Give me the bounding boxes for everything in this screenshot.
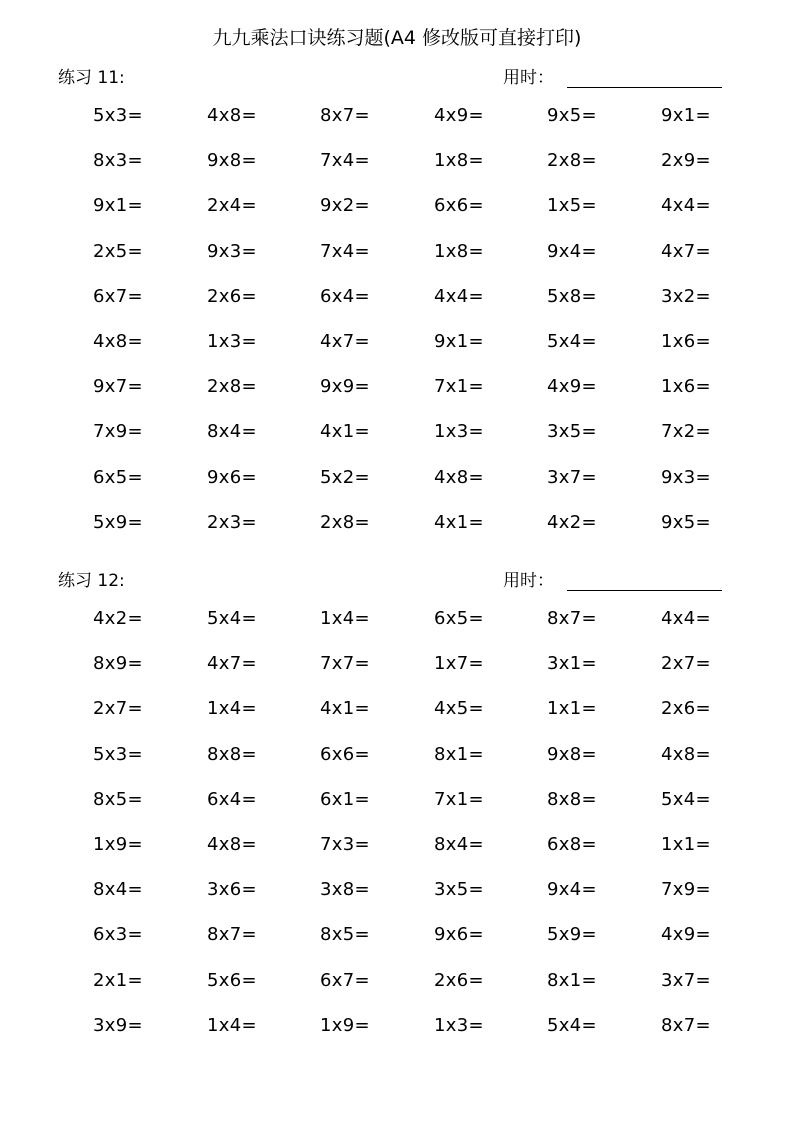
multiplication-problem: 9x4= xyxy=(547,879,597,901)
multiplication-problem: 8x1= xyxy=(547,969,597,991)
multiplication-problem: 4x5= xyxy=(434,698,484,720)
multiplication-problem: 1x1= xyxy=(547,698,597,720)
multiplication-problem: 8x4= xyxy=(434,833,484,855)
multiplication-problem: 3x7= xyxy=(661,969,711,991)
time-label: 用时： xyxy=(503,68,554,88)
multiplication-problem: 4x8= xyxy=(207,833,257,855)
multiplication-problem: 1x4= xyxy=(320,608,370,629)
multiplication-problem: 5x4= xyxy=(547,1014,597,1036)
multiplication-problem: 1x4= xyxy=(207,1014,257,1036)
multiplication-problem: 9x7= xyxy=(93,376,143,398)
multiplication-problem: 2x7= xyxy=(661,653,711,675)
problem-row xyxy=(0,607,794,652)
problem-row xyxy=(0,240,794,285)
multiplication-problem: 3x8= xyxy=(320,879,370,901)
multiplication-problem: 1x7= xyxy=(434,653,484,675)
multiplication-problem: 4x8= xyxy=(207,105,257,126)
multiplication-problem: 6x5= xyxy=(434,608,484,629)
section-header xyxy=(0,569,794,595)
multiplication-problem: 3x6= xyxy=(207,879,257,901)
multiplication-problem: 7x7= xyxy=(320,653,370,675)
multiplication-problem: 9x6= xyxy=(434,924,484,946)
problem-row xyxy=(0,969,794,1014)
multiplication-problem: 1x9= xyxy=(93,833,143,855)
multiplication-problem: 9x3= xyxy=(661,466,711,488)
multiplication-problem: 4x9= xyxy=(547,376,597,398)
multiplication-problem: 5x3= xyxy=(93,743,143,765)
multiplication-problem: 2x4= xyxy=(207,195,257,217)
multiplication-problem: 5x8= xyxy=(547,285,597,307)
multiplication-problem: 1x1= xyxy=(661,833,711,855)
multiplication-problem: 5x4= xyxy=(661,788,711,810)
multiplication-problem: 8x8= xyxy=(207,743,257,765)
multiplication-problem: 8x5= xyxy=(320,924,370,946)
problem-row xyxy=(0,511,794,556)
multiplication-problem: 9x8= xyxy=(207,150,257,172)
multiplication-problem: 7x9= xyxy=(93,421,143,443)
multiplication-problem: 4x9= xyxy=(434,105,484,126)
multiplication-problem: 5x4= xyxy=(207,608,257,629)
problem-row xyxy=(0,330,794,375)
multiplication-problem: 4x7= xyxy=(661,240,711,262)
multiplication-problem: 6x4= xyxy=(320,285,370,307)
multiplication-problem: 1x8= xyxy=(434,150,484,172)
multiplication-problem: 2x6= xyxy=(434,969,484,991)
multiplication-problem: 9x4= xyxy=(547,240,597,262)
multiplication-problem: 5x2= xyxy=(320,466,370,488)
multiplication-problem: 3x2= xyxy=(661,285,711,307)
multiplication-problem: 8x4= xyxy=(207,421,257,443)
multiplication-problem: 2x6= xyxy=(207,285,257,307)
multiplication-problem: 9x3= xyxy=(207,240,257,262)
time-label: 用时： xyxy=(503,571,554,591)
problem-row xyxy=(0,833,794,878)
multiplication-problem: 7x2= xyxy=(661,421,711,443)
multiplication-problem: 6x1= xyxy=(320,788,370,810)
multiplication-problem: 4x9= xyxy=(661,924,711,946)
multiplication-problem: 9x9= xyxy=(320,376,370,398)
multiplication-problem: 9x6= xyxy=(207,466,257,488)
multiplication-problem: 1x3= xyxy=(434,1014,484,1036)
multiplication-problem: 4x2= xyxy=(93,608,143,629)
problem-row xyxy=(0,788,794,833)
problem-row xyxy=(0,375,794,420)
multiplication-problem: 5x9= xyxy=(547,924,597,946)
multiplication-problem: 9x1= xyxy=(434,330,484,352)
multiplication-problem: 4x4= xyxy=(661,195,711,217)
multiplication-problem: 5x4= xyxy=(547,330,597,352)
multiplication-problem: 9x1= xyxy=(93,195,143,217)
multiplication-problem: 4x1= xyxy=(434,511,484,533)
multiplication-problem: 4x7= xyxy=(320,330,370,352)
multiplication-problem: 8x3= xyxy=(93,150,143,172)
multiplication-problem: 6x7= xyxy=(320,969,370,991)
multiplication-problem: 6x6= xyxy=(434,195,484,217)
multiplication-problem: 7x4= xyxy=(320,240,370,262)
section-label: 练习 11: xyxy=(58,68,125,88)
multiplication-problem: 3x5= xyxy=(547,421,597,443)
multiplication-problem: 6x7= xyxy=(93,285,143,307)
multiplication-problem: 7x9= xyxy=(661,879,711,901)
multiplication-problem: 2x9= xyxy=(661,150,711,172)
multiplication-problem: 8x1= xyxy=(434,743,484,765)
multiplication-problem: 6x4= xyxy=(207,788,257,810)
problem-row xyxy=(0,878,794,923)
multiplication-problem: 3x1= xyxy=(547,653,597,675)
multiplication-problem: 2x8= xyxy=(207,376,257,398)
multiplication-problem: 5x3= xyxy=(93,105,143,126)
problem-row xyxy=(0,149,794,194)
multiplication-problem: 2x8= xyxy=(320,511,370,533)
multiplication-problem: 4x1= xyxy=(320,421,370,443)
multiplication-problem: 1x5= xyxy=(547,195,597,217)
multiplication-problem: 8x7= xyxy=(207,924,257,946)
multiplication-problem: 1x9= xyxy=(320,1014,370,1036)
multiplication-problem: 9x2= xyxy=(320,195,370,217)
time-answer-line xyxy=(567,590,722,591)
multiplication-problem: 3x7= xyxy=(547,466,597,488)
multiplication-problem: 1x3= xyxy=(207,330,257,352)
multiplication-problem: 3x5= xyxy=(434,879,484,901)
problem-grid xyxy=(0,607,794,1059)
multiplication-problem: 4x4= xyxy=(434,285,484,307)
problem-row xyxy=(0,104,794,149)
multiplication-problem: 1x4= xyxy=(207,698,257,720)
multiplication-problem: 4x2= xyxy=(547,511,597,533)
problem-row xyxy=(0,652,794,697)
multiplication-problem: 4x8= xyxy=(661,743,711,765)
multiplication-problem: 8x8= xyxy=(547,788,597,810)
multiplication-problem: 5x6= xyxy=(207,969,257,991)
multiplication-problem: 7x1= xyxy=(434,376,484,398)
multiplication-problem: 7x3= xyxy=(320,833,370,855)
multiplication-problem: 8x7= xyxy=(320,105,370,126)
multiplication-problem: 8x9= xyxy=(93,653,143,675)
multiplication-problem: 9x5= xyxy=(661,511,711,533)
multiplication-problem: 4x8= xyxy=(93,330,143,352)
problem-row xyxy=(0,194,794,239)
multiplication-problem: 5x9= xyxy=(93,511,143,533)
multiplication-problem: 3x9= xyxy=(93,1014,143,1036)
multiplication-problem: 9x5= xyxy=(547,105,597,126)
multiplication-problem: 1x6= xyxy=(661,330,711,352)
multiplication-problem: 2x6= xyxy=(661,698,711,720)
multiplication-problem: 9x1= xyxy=(661,105,711,126)
multiplication-problem: 6x3= xyxy=(93,924,143,946)
problem-grid xyxy=(0,104,794,556)
multiplication-problem: 8x7= xyxy=(661,1014,711,1036)
multiplication-problem: 2x8= xyxy=(547,150,597,172)
multiplication-problem: 4x8= xyxy=(434,466,484,488)
multiplication-problem: 1x6= xyxy=(661,376,711,398)
multiplication-problem: 1x8= xyxy=(434,240,484,262)
multiplication-problem: 4x4= xyxy=(661,608,711,629)
problem-row xyxy=(0,697,794,742)
multiplication-problem: 7x4= xyxy=(320,150,370,172)
section-label: 练习 12: xyxy=(58,571,125,591)
multiplication-problem: 2x1= xyxy=(93,969,143,991)
multiplication-problem: 8x4= xyxy=(93,879,143,901)
multiplication-problem: 6x5= xyxy=(93,466,143,488)
multiplication-problem: 7x1= xyxy=(434,788,484,810)
multiplication-problem: 2x3= xyxy=(207,511,257,533)
multiplication-problem: 4x7= xyxy=(207,653,257,675)
multiplication-problem: 4x1= xyxy=(320,698,370,720)
multiplication-problem: 6x8= xyxy=(547,833,597,855)
multiplication-problem: 8x7= xyxy=(547,608,597,629)
multiplication-problem: 9x8= xyxy=(547,743,597,765)
section-header xyxy=(0,66,794,92)
multiplication-problem: 6x6= xyxy=(320,743,370,765)
problem-row xyxy=(0,285,794,330)
multiplication-problem: 2x7= xyxy=(93,698,143,720)
problem-row xyxy=(0,743,794,788)
problem-row xyxy=(0,466,794,511)
multiplication-problem: 8x5= xyxy=(93,788,143,810)
time-answer-line xyxy=(567,87,722,88)
multiplication-problem: 1x3= xyxy=(434,421,484,443)
page-title: 九九乘法口诀练习题(A4 修改版可直接打印) xyxy=(212,27,582,49)
problem-row xyxy=(0,923,794,968)
multiplication-problem: 2x5= xyxy=(93,240,143,262)
problem-row xyxy=(0,1014,794,1059)
problem-row xyxy=(0,420,794,465)
